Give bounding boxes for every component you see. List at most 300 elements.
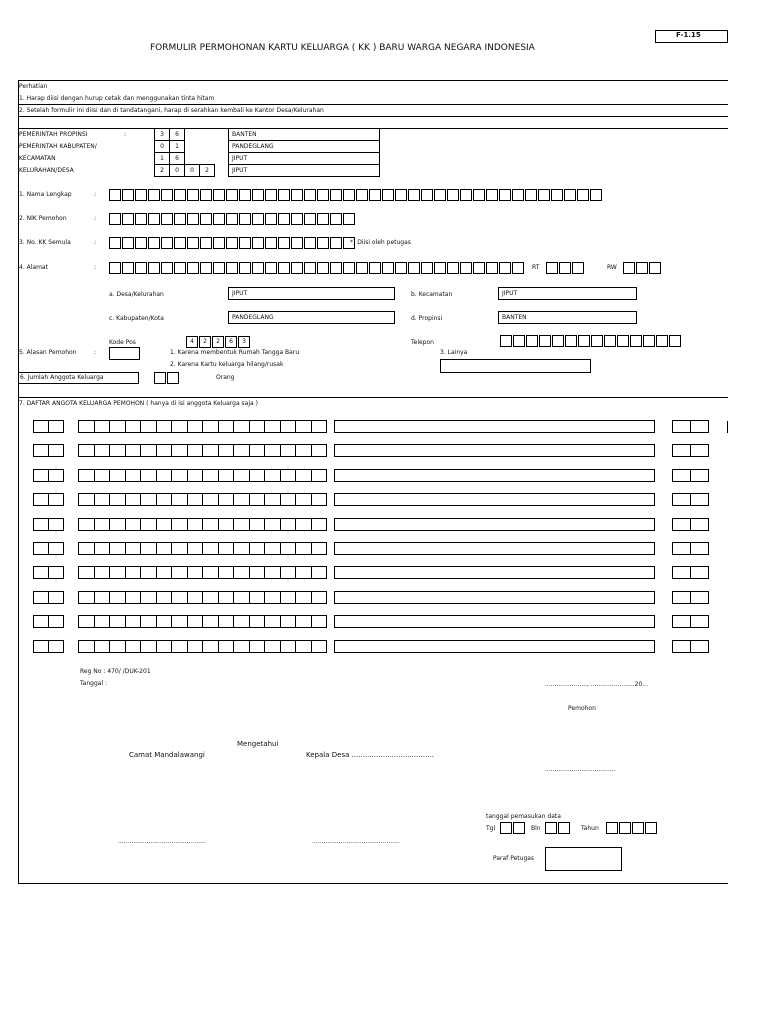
input-cell[interactable] xyxy=(369,262,381,274)
member-cell[interactable] xyxy=(233,469,250,482)
input-cell[interactable] xyxy=(408,189,420,201)
input-cell[interactable] xyxy=(187,213,199,225)
input-cell[interactable] xyxy=(499,262,511,274)
member-cell[interactable] xyxy=(202,444,219,457)
member-cell[interactable] xyxy=(264,591,281,604)
member-cell[interactable] xyxy=(48,469,64,482)
input-cell[interactable] xyxy=(330,189,342,201)
member-cell[interactable] xyxy=(202,469,219,482)
input-cell[interactable] xyxy=(552,335,564,347)
alamat-input-cells[interactable] xyxy=(109,262,525,274)
kecamatan-field[interactable]: JIPUT xyxy=(498,287,637,300)
member-name-field[interactable] xyxy=(334,591,655,604)
input-cell[interactable] xyxy=(343,189,355,201)
member-cell[interactable] xyxy=(249,566,266,579)
member-cell[interactable] xyxy=(672,640,691,653)
member-cell[interactable] xyxy=(33,542,49,555)
member-cell[interactable] xyxy=(233,518,250,531)
input-cell[interactable] xyxy=(291,262,303,274)
propinsi-field[interactable]: BANTEN xyxy=(498,311,637,324)
member-cell[interactable] xyxy=(218,615,235,628)
member-cell[interactable] xyxy=(33,566,49,579)
member-cell[interactable] xyxy=(218,469,235,482)
member-cell[interactable] xyxy=(311,469,328,482)
member-cell[interactable] xyxy=(249,615,266,628)
member-cell[interactable] xyxy=(156,615,173,628)
member-cell[interactable] xyxy=(94,469,111,482)
input-cell[interactable] xyxy=(265,262,277,274)
input-cell[interactable] xyxy=(213,237,225,249)
member-cell[interactable] xyxy=(48,566,64,579)
member-cell[interactable] xyxy=(690,493,709,506)
member-cell[interactable] xyxy=(280,469,297,482)
member-cell[interactable] xyxy=(264,542,281,555)
no-kk-input-cells[interactable] xyxy=(109,237,356,249)
input-cell[interactable] xyxy=(317,189,329,201)
member-cell[interactable] xyxy=(280,444,297,457)
input-cell[interactable] xyxy=(109,237,121,249)
member-cell[interactable] xyxy=(295,542,312,555)
input-cell[interactable] xyxy=(526,335,538,347)
input-cell[interactable] xyxy=(559,262,571,274)
member-cell[interactable] xyxy=(94,542,111,555)
input-cell[interactable] xyxy=(265,189,277,201)
input-cell[interactable] xyxy=(513,335,525,347)
input-cell[interactable] xyxy=(148,237,160,249)
member-cell[interactable] xyxy=(249,493,266,506)
member-cell[interactable] xyxy=(311,640,328,653)
member-cell[interactable] xyxy=(311,591,328,604)
member-cell[interactable] xyxy=(311,493,328,506)
member-cell[interactable] xyxy=(140,493,157,506)
member-cell[interactable] xyxy=(280,566,297,579)
desa-field[interactable]: JIPUT xyxy=(228,287,395,300)
input-cell[interactable] xyxy=(617,335,629,347)
input-cell[interactable] xyxy=(434,189,446,201)
input-cell[interactable] xyxy=(304,213,316,225)
input-cell[interactable] xyxy=(369,189,381,201)
member-cell[interactable] xyxy=(249,518,266,531)
input-cell[interactable] xyxy=(421,262,433,274)
member-cell[interactable] xyxy=(156,444,173,457)
member-cell[interactable] xyxy=(109,518,126,531)
input-cell[interactable] xyxy=(551,189,563,201)
member-cell[interactable] xyxy=(78,615,95,628)
member-name-field[interactable] xyxy=(334,566,655,579)
member-cell[interactable] xyxy=(311,566,328,579)
member-cell[interactable] xyxy=(249,591,266,604)
member-cell[interactable] xyxy=(125,566,142,579)
input-cell[interactable] xyxy=(619,822,631,834)
region-code-cell[interactable]: 3 xyxy=(154,128,170,141)
input-cell[interactable] xyxy=(447,189,459,201)
input-cell[interactable] xyxy=(669,335,681,347)
input-cell[interactable] xyxy=(109,262,121,274)
member-cell[interactable] xyxy=(125,493,142,506)
member-cell[interactable] xyxy=(672,518,691,531)
input-cell[interactable] xyxy=(546,262,558,274)
member-cell[interactable] xyxy=(109,469,126,482)
input-cell[interactable] xyxy=(538,189,550,201)
member-cell[interactable] xyxy=(690,420,709,433)
member-cell[interactable] xyxy=(109,566,126,579)
member-cell[interactable] xyxy=(690,469,709,482)
member-cell[interactable] xyxy=(125,591,142,604)
input-cell[interactable]: 6 xyxy=(225,336,237,348)
member-cell[interactable] xyxy=(264,493,281,506)
input-cell[interactable] xyxy=(636,262,648,274)
member-cell[interactable] xyxy=(109,420,126,433)
member-cell[interactable] xyxy=(109,444,126,457)
member-cell[interactable] xyxy=(171,420,188,433)
input-cell[interactable]: 2 xyxy=(199,336,211,348)
member-cell[interactable] xyxy=(125,542,142,555)
input-cell[interactable] xyxy=(382,189,394,201)
member-cell[interactable] xyxy=(202,518,219,531)
input-cell[interactable] xyxy=(447,262,459,274)
input-cell[interactable] xyxy=(649,262,661,274)
member-cell[interactable] xyxy=(280,542,297,555)
member-cell[interactable] xyxy=(295,615,312,628)
member-cell[interactable] xyxy=(280,493,297,506)
input-cell[interactable] xyxy=(252,262,264,274)
member-cell[interactable] xyxy=(202,493,219,506)
member-cell[interactable] xyxy=(233,591,250,604)
input-cell[interactable] xyxy=(513,822,525,834)
member-cell[interactable] xyxy=(125,469,142,482)
input-cell[interactable] xyxy=(161,213,173,225)
member-cell[interactable] xyxy=(171,542,188,555)
input-cell[interactable] xyxy=(154,372,166,384)
member-cell[interactable] xyxy=(33,444,49,457)
member-cell[interactable] xyxy=(218,493,235,506)
input-cell[interactable] xyxy=(623,262,635,274)
member-cell[interactable] xyxy=(140,542,157,555)
input-cell[interactable] xyxy=(252,189,264,201)
input-cell[interactable] xyxy=(200,237,212,249)
member-cell[interactable] xyxy=(78,493,95,506)
input-cell[interactable] xyxy=(565,335,577,347)
member-cell[interactable] xyxy=(140,518,157,531)
paraf-box[interactable] xyxy=(545,847,622,871)
member-cell[interactable] xyxy=(94,420,111,433)
member-name-field[interactable] xyxy=(334,444,655,457)
member-cell[interactable] xyxy=(94,444,111,457)
member-cell[interactable] xyxy=(156,542,173,555)
member-cell[interactable] xyxy=(94,493,111,506)
input-cell[interactable] xyxy=(473,189,485,201)
input-cell[interactable] xyxy=(486,189,498,201)
rt-input-cells[interactable] xyxy=(546,262,585,274)
member-cell[interactable] xyxy=(33,469,49,482)
member-cell[interactable] xyxy=(202,615,219,628)
member-cell[interactable] xyxy=(690,444,709,457)
input-cell[interactable] xyxy=(278,262,290,274)
input-cell[interactable] xyxy=(356,189,368,201)
member-cell[interactable] xyxy=(125,640,142,653)
member-cell[interactable] xyxy=(218,591,235,604)
member-cell[interactable] xyxy=(264,444,281,457)
member-cell[interactable] xyxy=(78,542,95,555)
member-cell[interactable] xyxy=(140,420,157,433)
input-cell[interactable] xyxy=(558,822,570,834)
input-cell[interactable] xyxy=(630,335,642,347)
member-cell[interactable] xyxy=(48,518,64,531)
member-cell[interactable] xyxy=(125,615,142,628)
region-code-cell[interactable]: 0 xyxy=(154,140,170,153)
member-cell[interactable] xyxy=(295,640,312,653)
input-cell[interactable] xyxy=(317,262,329,274)
region-code-cell[interactable]: 2 xyxy=(154,164,170,177)
input-cell[interactable] xyxy=(590,189,602,201)
input-cell[interactable] xyxy=(395,262,407,274)
input-cell[interactable] xyxy=(239,213,251,225)
member-cell[interactable] xyxy=(202,542,219,555)
input-cell[interactable] xyxy=(135,189,147,201)
input-cell[interactable] xyxy=(291,213,303,225)
member-cell[interactable] xyxy=(78,591,95,604)
input-cell[interactable] xyxy=(317,213,329,225)
member-cell[interactable] xyxy=(125,420,142,433)
member-cell[interactable] xyxy=(187,615,204,628)
member-cell[interactable] xyxy=(311,615,328,628)
input-cell[interactable] xyxy=(577,189,589,201)
input-cell[interactable] xyxy=(564,189,576,201)
member-cell[interactable] xyxy=(187,493,204,506)
input-cell[interactable] xyxy=(226,237,238,249)
member-cell[interactable] xyxy=(295,444,312,457)
member-cell[interactable] xyxy=(218,518,235,531)
member-cell[interactable] xyxy=(280,640,297,653)
region-code-cell[interactable]: 2 xyxy=(199,164,215,177)
input-cell[interactable] xyxy=(343,262,355,274)
input-cell[interactable] xyxy=(606,822,618,834)
member-cell[interactable] xyxy=(690,591,709,604)
member-cell[interactable] xyxy=(690,566,709,579)
member-cell[interactable] xyxy=(48,542,64,555)
input-cell[interactable] xyxy=(304,189,316,201)
member-cell[interactable] xyxy=(280,518,297,531)
region-code-cell[interactable]: 6 xyxy=(169,128,185,141)
member-cell[interactable] xyxy=(156,469,173,482)
input-cell[interactable] xyxy=(512,262,524,274)
input-cell[interactable] xyxy=(239,189,251,201)
member-cell[interactable] xyxy=(33,615,49,628)
input-cell[interactable] xyxy=(539,335,551,347)
input-cell[interactable] xyxy=(226,213,238,225)
member-cell[interactable] xyxy=(171,444,188,457)
input-cell[interactable] xyxy=(545,822,557,834)
member-cell[interactable] xyxy=(48,420,64,433)
input-cell[interactable]: 2 xyxy=(212,336,224,348)
member-cell[interactable] xyxy=(202,591,219,604)
member-cell[interactable] xyxy=(672,542,691,555)
member-cell[interactable] xyxy=(690,615,709,628)
tgl-cells[interactable] xyxy=(500,822,526,834)
input-cell[interactable] xyxy=(500,822,512,834)
member-cell[interactable] xyxy=(33,493,49,506)
member-name-field[interactable] xyxy=(334,469,655,482)
member-cell[interactable] xyxy=(311,542,328,555)
member-cell[interactable] xyxy=(78,566,95,579)
member-cell[interactable] xyxy=(33,591,49,604)
input-cell[interactable] xyxy=(148,189,160,201)
member-cell[interactable] xyxy=(218,542,235,555)
input-cell[interactable] xyxy=(643,335,655,347)
tahun-cells[interactable] xyxy=(606,822,658,834)
input-cell[interactable] xyxy=(200,189,212,201)
input-cell[interactable] xyxy=(122,262,134,274)
member-cell[interactable] xyxy=(171,469,188,482)
member-cell[interactable] xyxy=(33,640,49,653)
input-cell[interactable] xyxy=(239,262,251,274)
member-cell[interactable] xyxy=(690,518,709,531)
member-cell[interactable] xyxy=(264,420,281,433)
input-cell[interactable] xyxy=(174,262,186,274)
region-name-field[interactable]: JIPUT xyxy=(228,164,380,177)
input-cell[interactable] xyxy=(226,189,238,201)
input-cell[interactable] xyxy=(486,262,498,274)
alasan-input-box[interactable] xyxy=(109,347,140,360)
member-cell[interactable] xyxy=(202,420,219,433)
member-cell[interactable] xyxy=(125,444,142,457)
input-cell[interactable] xyxy=(161,189,173,201)
member-cell[interactable] xyxy=(109,542,126,555)
input-cell[interactable] xyxy=(122,189,134,201)
member-cell[interactable] xyxy=(672,493,691,506)
input-cell[interactable] xyxy=(330,213,342,225)
member-cell[interactable] xyxy=(78,420,95,433)
input-cell[interactable] xyxy=(291,189,303,201)
input-cell[interactable] xyxy=(239,237,251,249)
member-cell[interactable] xyxy=(672,615,691,628)
member-cell[interactable] xyxy=(33,420,49,433)
input-cell[interactable] xyxy=(421,189,433,201)
member-cell[interactable] xyxy=(187,444,204,457)
input-cell[interactable] xyxy=(330,262,342,274)
member-cell[interactable] xyxy=(171,493,188,506)
member-name-field[interactable] xyxy=(334,420,655,433)
member-cell[interactable] xyxy=(295,518,312,531)
input-cell[interactable] xyxy=(525,189,537,201)
member-cell[interactable] xyxy=(187,518,204,531)
member-cell[interactable] xyxy=(171,518,188,531)
member-cell[interactable] xyxy=(48,444,64,457)
member-cell[interactable] xyxy=(249,444,266,457)
input-cell[interactable] xyxy=(122,213,134,225)
input-cell[interactable] xyxy=(213,213,225,225)
member-cell[interactable] xyxy=(171,591,188,604)
input-cell[interactable] xyxy=(187,262,199,274)
member-cell[interactable] xyxy=(218,444,235,457)
input-cell[interactable] xyxy=(265,237,277,249)
input-cell[interactable] xyxy=(500,335,512,347)
member-cell[interactable] xyxy=(48,493,64,506)
input-cell[interactable] xyxy=(382,262,394,274)
rw-input-cells[interactable] xyxy=(623,262,662,274)
region-code-cell[interactable]: 0 xyxy=(184,164,200,177)
member-cell[interactable] xyxy=(218,566,235,579)
member-cell[interactable] xyxy=(218,640,235,653)
input-cell[interactable] xyxy=(591,335,603,347)
member-cell[interactable] xyxy=(249,542,266,555)
input-cell[interactable] xyxy=(200,262,212,274)
input-cell[interactable] xyxy=(434,262,446,274)
member-cell[interactable] xyxy=(202,566,219,579)
member-cell[interactable] xyxy=(233,420,250,433)
member-cell[interactable] xyxy=(48,640,64,653)
member-cell[interactable] xyxy=(187,640,204,653)
member-cell[interactable] xyxy=(140,615,157,628)
input-cell[interactable] xyxy=(632,822,644,834)
input-cell[interactable] xyxy=(187,189,199,201)
input-cell[interactable] xyxy=(317,237,329,249)
member-cell[interactable] xyxy=(311,420,328,433)
input-cell[interactable] xyxy=(578,335,590,347)
jumlah-cells[interactable] xyxy=(154,372,180,384)
member-cell[interactable] xyxy=(202,640,219,653)
region-code-cell[interactable]: 0 xyxy=(169,164,185,177)
member-cell[interactable] xyxy=(94,566,111,579)
member-cell[interactable] xyxy=(78,518,95,531)
member-cell[interactable] xyxy=(109,615,126,628)
member-cell[interactable] xyxy=(690,542,709,555)
member-cell[interactable] xyxy=(94,640,111,653)
member-cell[interactable] xyxy=(156,566,173,579)
telepon-cells[interactable] xyxy=(500,335,682,347)
member-cell[interactable] xyxy=(264,469,281,482)
input-cell[interactable] xyxy=(122,237,134,249)
member-cell[interactable] xyxy=(33,518,49,531)
input-cell[interactable] xyxy=(213,189,225,201)
member-name-field[interactable] xyxy=(334,542,655,555)
member-cell[interactable] xyxy=(109,591,126,604)
input-cell[interactable] xyxy=(278,189,290,201)
member-cell[interactable] xyxy=(311,518,328,531)
region-name-field[interactable]: BANTEN xyxy=(228,128,380,141)
member-cell[interactable] xyxy=(156,591,173,604)
region-name-field[interactable]: JIPUT xyxy=(228,152,380,165)
input-cell[interactable] xyxy=(135,213,147,225)
member-cell[interactable] xyxy=(264,566,281,579)
input-cell[interactable] xyxy=(213,262,225,274)
input-cell[interactable] xyxy=(473,262,485,274)
member-cell[interactable] xyxy=(311,444,328,457)
member-cell[interactable] xyxy=(171,640,188,653)
member-cell[interactable] xyxy=(233,640,250,653)
member-cell[interactable] xyxy=(187,420,204,433)
member-cell[interactable] xyxy=(140,640,157,653)
member-cell[interactable] xyxy=(94,615,111,628)
member-cell[interactable] xyxy=(187,469,204,482)
member-cell[interactable] xyxy=(672,566,691,579)
member-cell[interactable] xyxy=(233,566,250,579)
input-cell[interactable] xyxy=(604,335,616,347)
input-cell[interactable] xyxy=(278,237,290,249)
input-cell[interactable] xyxy=(148,262,160,274)
member-cell[interactable] xyxy=(672,420,691,433)
member-cell[interactable] xyxy=(156,493,173,506)
bln-cells[interactable] xyxy=(545,822,571,834)
member-cell[interactable] xyxy=(672,444,691,457)
member-cell[interactable] xyxy=(140,566,157,579)
input-cell[interactable] xyxy=(187,237,199,249)
member-cell[interactable] xyxy=(295,469,312,482)
input-cell[interactable] xyxy=(148,213,160,225)
member-cell[interactable] xyxy=(171,566,188,579)
input-cell[interactable]: 4 xyxy=(186,336,198,348)
lainya-input-box[interactable] xyxy=(440,359,591,373)
